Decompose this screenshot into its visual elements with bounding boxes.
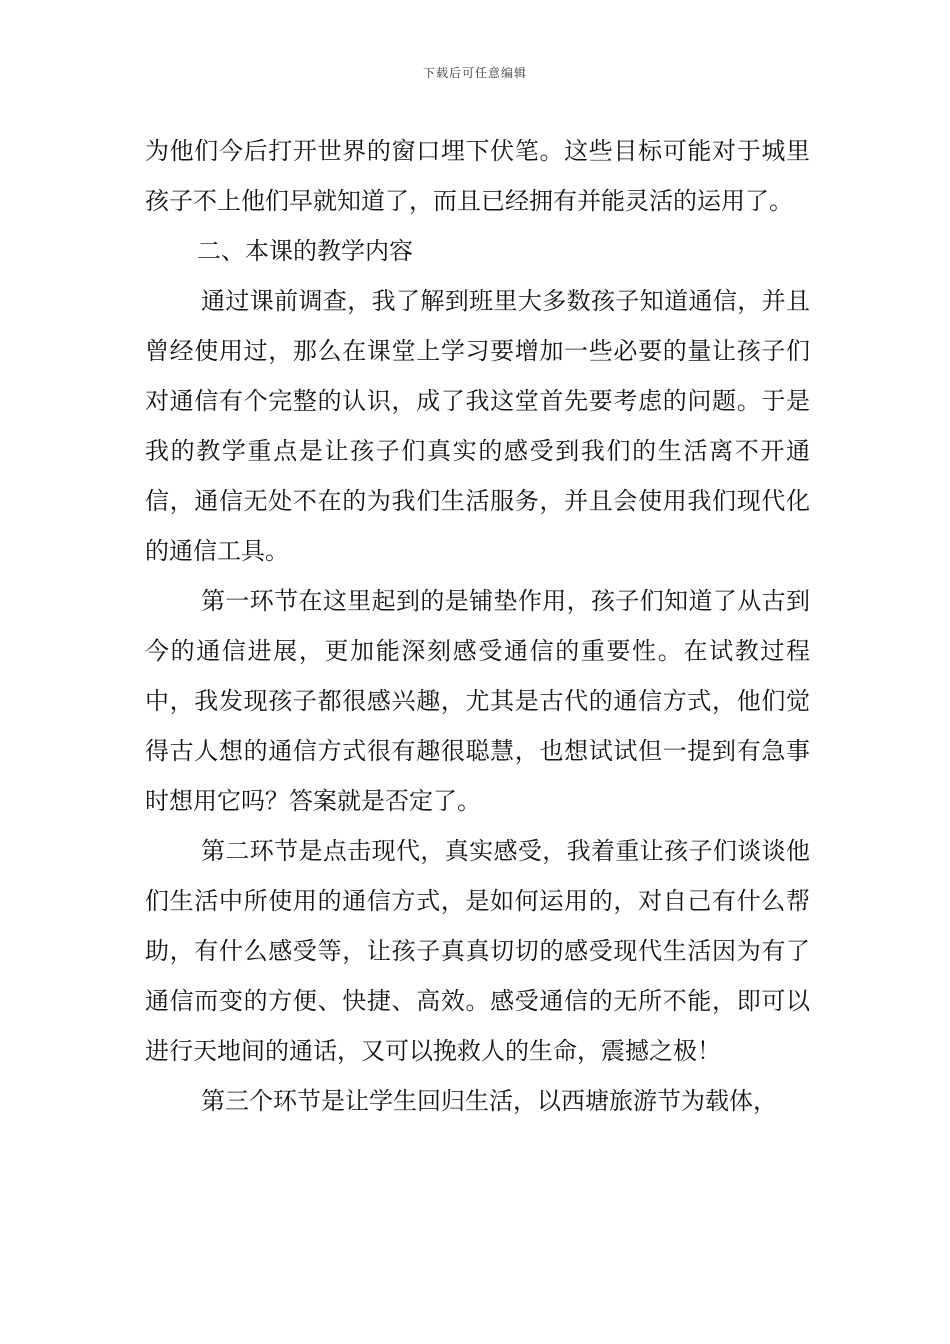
paragraph: 第二环节是点击现代，真实感受，我着重让孩子们谈谈他们生活中所使用的通信方式，是如何运用的，对自己有什么帮助，有什么感受等，让孩子真真切切的感受现代生活因为有了通信而变的方便、快捷、高效。感受通信的无所不能，即可以进行天地间的通话，又可以挽救人的生命，震撼之极！ xyxy=(145,837,810,1065)
document-body xyxy=(145,126,810,1126)
section-heading: 二、本课的教学内容 xyxy=(197,237,413,265)
paragraph: 第三个环节是让学生回归生活，以西塘旅游节为载体， xyxy=(201,1087,777,1115)
paragraph: 通过课前调查，我了解到班里大多数孩子知道通信，并且曾经使用过，那么在课堂上学习要增加一些必要的量让孩子们对通信有个完整的认识，成了我这堂首先要考虑的问题。于是我的教学重点是让孩子们真实的感受到我们的生活离不开通信，通信无处不在的为我们生活服务，并且会使用我们现代化的通信工具。 xyxy=(145,287,810,565)
paragraph-continuation: 为他们今后打开世界的窗口埋下伏笔。这些目标可能对于城里孩子不上他们早就知道了，而且已经拥有并能灵活的运用了。 xyxy=(145,137,810,215)
paragraph: 第一环节在这里起到的是铺垫作用，孩子们知道了从古到今的通信进展，更加能深刻感受通信的重要性。在试教过程中，我发现孩子都很感兴趣，尤其是古代的通信方式，他们觉得古人想的通信方式很有趣很聪慧，也想试试但一提到有急事时想用它吗？答案就是否定了。 xyxy=(145,587,810,815)
page-header-note: 下载后可任意编辑 xyxy=(422,66,527,80)
